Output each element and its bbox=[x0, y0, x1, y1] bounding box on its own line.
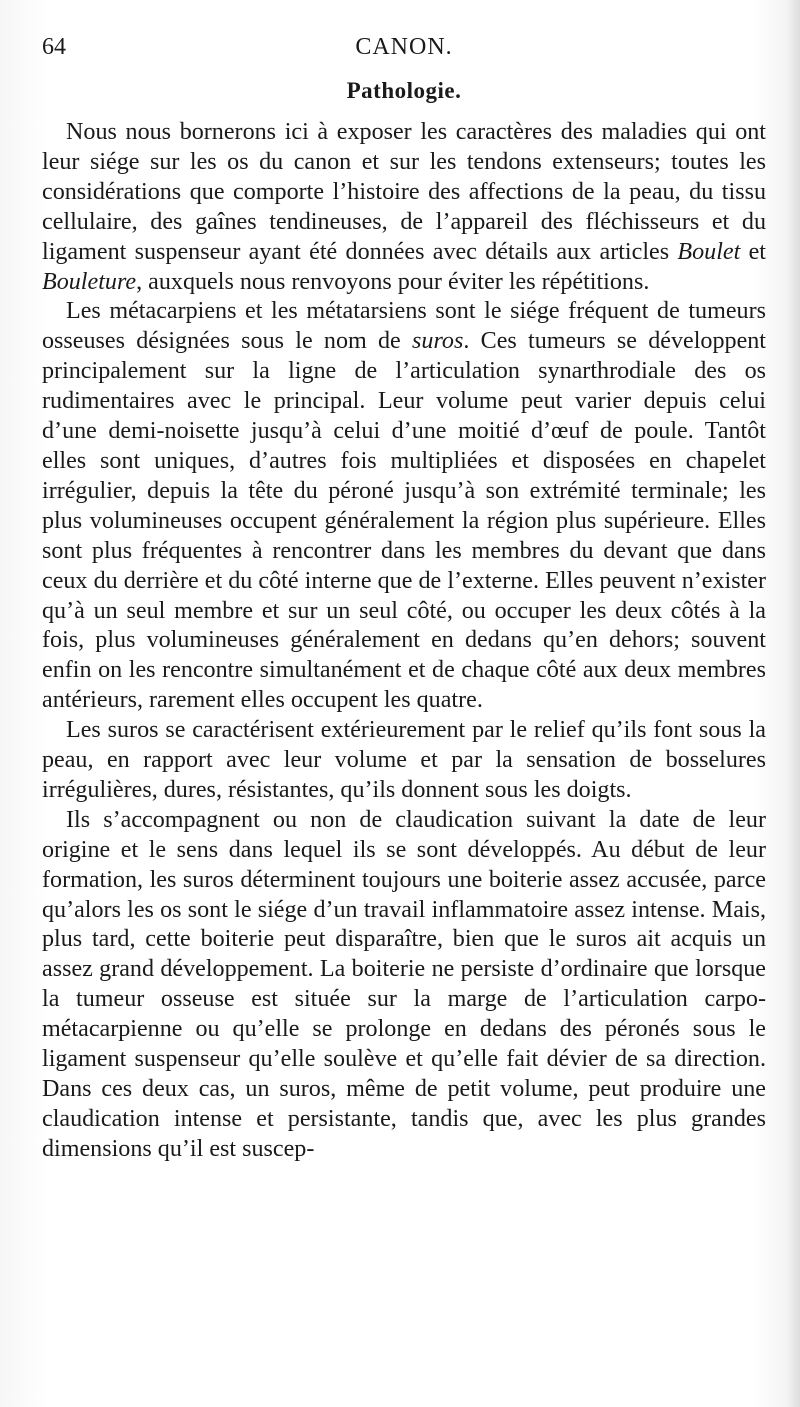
text-segment: Les suros se caractérisent extérieurement par le relief qu’ils font sous la peau, en rapport avec leur volume et par la sensation de bosselures irrégulières, dures, résistantes, qu’ils donnent sous les doigts. bbox=[42, 717, 766, 803]
text-segment: . Ces tumeurs se développent principalement sur la ligne de l’articulation synarthrodiale des os rudimentaires avec le principal. Leur volume peut varier depuis celui d’une demi-noisette jusqu’à celui d’une moitié d’œuf de poule. Tantôt elles sont uniques, d’autres fois multipliées et disposées en chapelet irrégulier, depuis la tête du péroné jusqu’à son extrémité terminale; les plus volumineuses occupent généralement la région plus supérieure. Elles sont plus fréquentes à rencontrer dans les membres du devant que dans ceux du derrière et du côté interne que de l’externe. Elles peuvent n’exister qu’à un seul membre et sur un seul côté, ou occuper les deux côtés à la fois, plus volumineuses généralement en dedans qu’en dehors; souvent enfin on les rencontre simultanément et de chaque côté aux deux membres antérieurs, rarement elles occupent les quatre. bbox=[42, 328, 766, 714]
paragraph bbox=[42, 716, 766, 806]
paragraph bbox=[42, 806, 766, 1165]
italic-term: suros bbox=[412, 328, 464, 355]
italic-term: Boulet bbox=[677, 238, 741, 265]
running-title: CANON. bbox=[355, 34, 453, 60]
paragraph bbox=[42, 118, 766, 297]
running-head bbox=[42, 30, 766, 64]
text-segment: et bbox=[740, 238, 766, 265]
paragraph bbox=[42, 297, 766, 716]
text-segment: Ils s’accompagnent ou non de claudication suivant la date de leur origine et le sens dans lequel ils se sont développés. Au début de leur formation, les suros déterminent toujours une boiterie assez accusée, parce qu’alors les os sont le siége d’un travail inflammatoire assez intense. Mais, plus tard, cette boiterie peut disparaître, bien que le suros ait acquis un assez grand développement. La boiterie ne persiste d’ordinaire que lorsque la tumeur osseuse est située sur la marge de l’articulation carpo-métacarpienne ou qu’elle se prolonge en dedans des péronés sous le ligament suspenseur qu’elle soulève et qu’elle fait dévier de sa direction. Dans ces deux cas, un suros, même de petit volume, peut produire une claudication intense et persistante, tandis que, avec les plus grandes dimensions qu’il est suscep- bbox=[42, 806, 766, 1162]
body-text bbox=[42, 118, 766, 1165]
text-segment: Nous nous bornerons ici à exposer les caractères des maladies qui ont leur siége sur les os du canon et sur les tendons extenseurs; toutes les considérations que comporte l’histoire des affections de la peau, du tissu cellulaire, des gaînes tendineuses, de l’appareil des fléchisseurs et du ligament suspenseur ayant été données avec détails aux articles bbox=[42, 119, 766, 265]
text-segment: , auxquels nous renvoyons pour éviter les répétitions. bbox=[136, 268, 650, 295]
text-segment: Les métacarpiens et les métatarsiens sont le siége fréquent de tumeurs osseuses désignées sous le nom de bbox=[42, 298, 766, 355]
page-edge-shadow bbox=[786, 0, 800, 1407]
section-heading: Pathologie. bbox=[346, 78, 462, 103]
italic-term: Bouleture bbox=[42, 268, 137, 295]
page-number: 64 bbox=[42, 34, 66, 60]
